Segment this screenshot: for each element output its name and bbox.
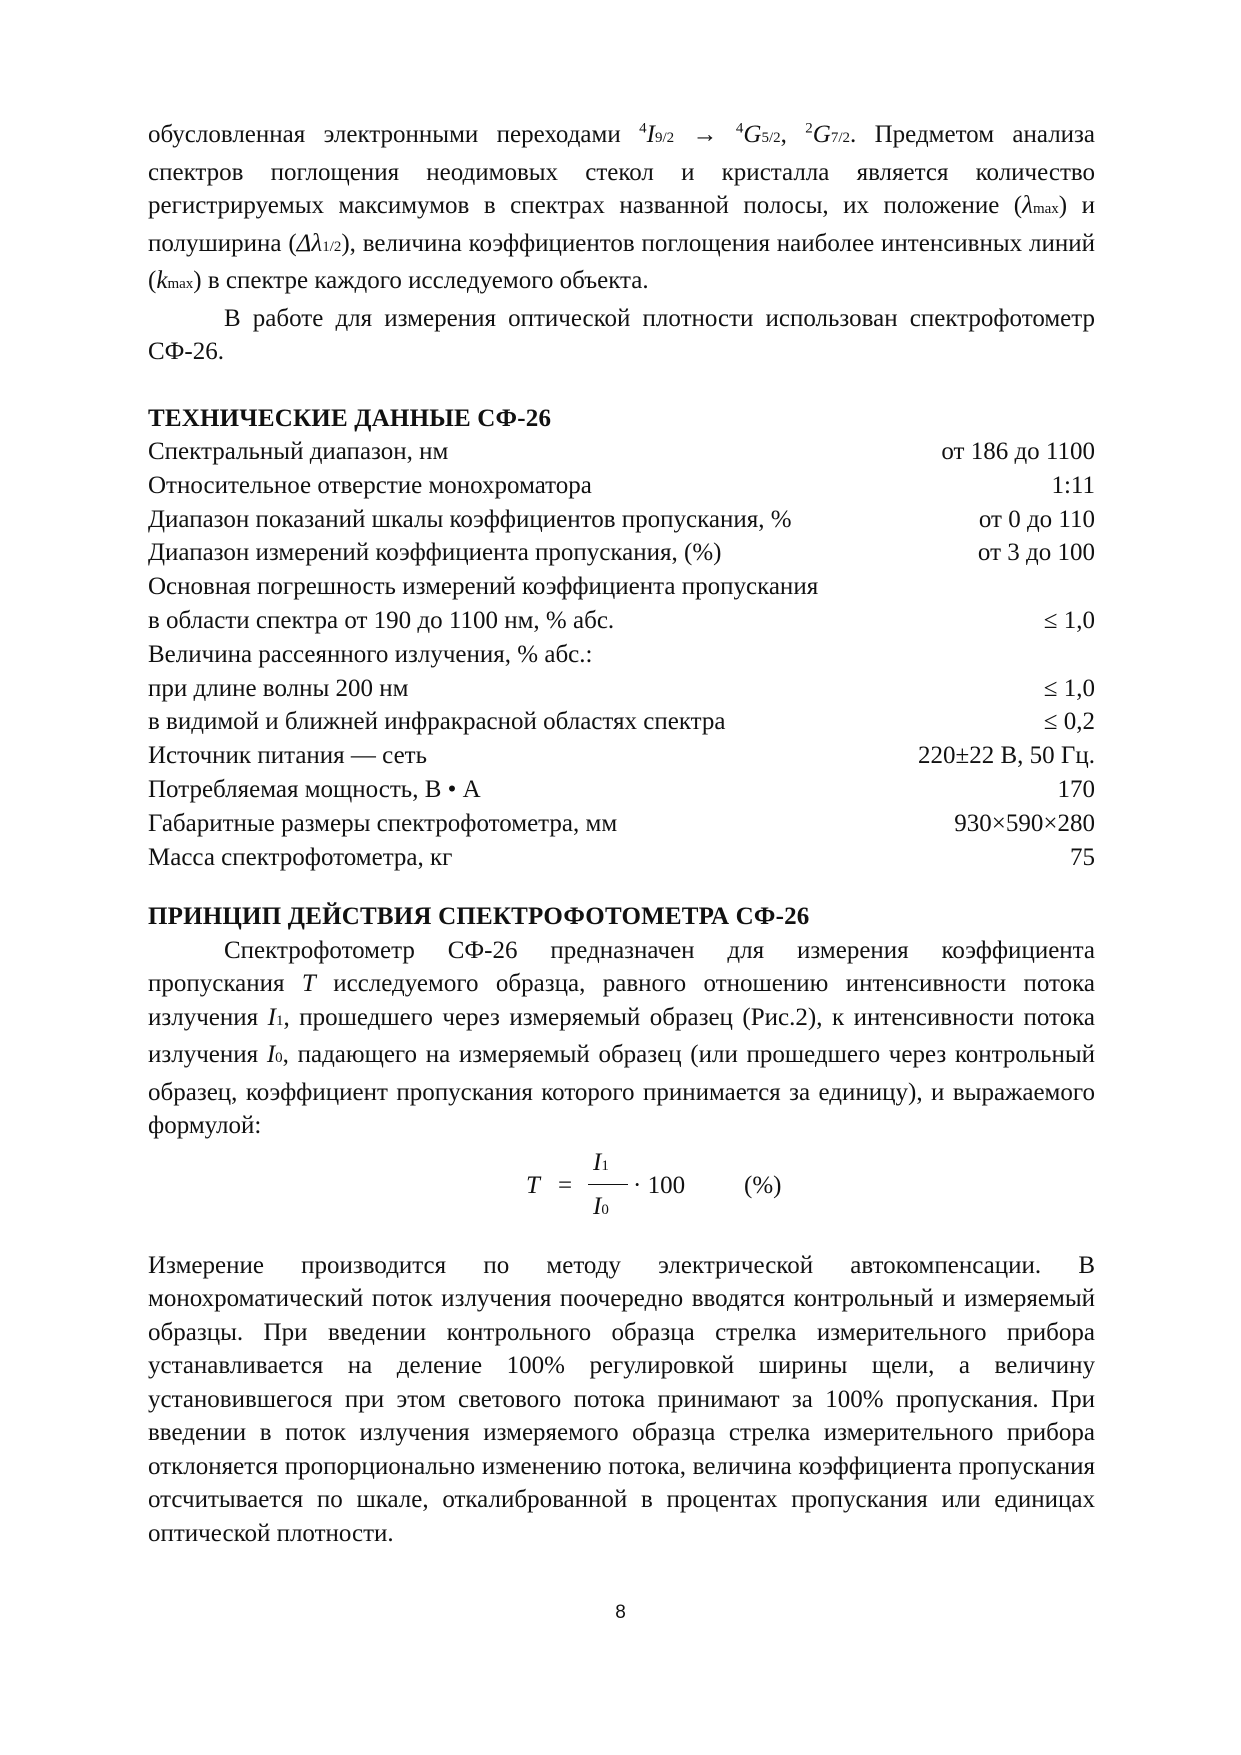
math-symbol: I xyxy=(266,1041,276,1069)
text-run: Спектрофотометр СФ-26 предназначен для измерения коэффициента пропускания xyxy=(148,936,1095,998)
subscript: max xyxy=(1032,201,1059,217)
subscript: 0 xyxy=(275,1050,283,1067)
tech-data-value: 170 xyxy=(1057,775,1095,803)
tech-data-table xyxy=(148,435,1095,874)
subscript: max xyxy=(167,276,194,292)
tech-data-value: от 186 до 1100 xyxy=(941,438,1095,465)
tech-data-row xyxy=(148,841,1095,875)
tech-data-label: Диапазон показаний шкалы коэффициентов пропускания, % xyxy=(148,505,792,533)
tech-data-row xyxy=(148,435,1095,469)
text-run: обусловленная электронными переходами xyxy=(148,121,640,148)
formula-lhs: T xyxy=(526,1171,540,1199)
math-symbol: I xyxy=(267,1003,276,1031)
math-symbol: I xyxy=(593,1148,602,1176)
tech-data-value: ≤ 0,2 xyxy=(1043,708,1095,736)
tech-data-row xyxy=(148,570,1095,604)
fraction-bar xyxy=(588,1184,628,1185)
math-symbol: λ xyxy=(1022,192,1033,219)
tech-data-label: Величина рассеянного излучения, % абс.: xyxy=(148,640,593,668)
document-page xyxy=(148,118,1095,1550)
tech-data-label: Основная погрешность измерений коэффициента пропускания xyxy=(148,573,819,601)
tech-data-label: Относительное отверстие монохроматора xyxy=(148,471,592,499)
tech-data-label: при длине волны 200 нм xyxy=(148,674,409,702)
tech-data-value: от 0 до 110 xyxy=(978,505,1095,533)
math-symbol: G xyxy=(743,121,762,148)
spacer xyxy=(148,369,1095,402)
tech-data-row xyxy=(148,638,1095,672)
tech-data-row xyxy=(148,739,1095,773)
tech-data-value: 220±22 В, 50 Гц. xyxy=(918,742,1095,770)
text-run: ) в спектре каждого исследуемого объекта. xyxy=(193,267,649,294)
tech-data-value: 930×590×280 xyxy=(954,809,1095,837)
tech-data-row xyxy=(148,705,1095,739)
math-symbol: I xyxy=(646,121,655,148)
tech-data-value: 75 xyxy=(1070,843,1095,871)
tech-data-row xyxy=(148,536,1095,570)
tech-data-label: Источник питания — сеть xyxy=(148,742,427,770)
principle-paragraph-2: Измерение производится по методу электрической автокомпенсации. В монохроматический поток излучения поочередно вводятся контрольный и измеряемый образцы. При введении контрольного образца стрелка измерительного прибора устанавливается на деление 100% регулировкой ширины щели, а величину установившегося при этом светового потока принимают за 100% пропускания. При введении в поток излучения измеряемого образца стрелка измерительного прибора отклоняется пропорционально изменению потока, величина коэффициента пропускания отсчитывается по шкале, откалиброванной в процентах пропускания или единицах оптической плотности. xyxy=(148,1251,1095,1547)
principle-heading: ПРИНЦИП ДЕЙСТВИЯ СПЕКТРОФОТОМЕТРА СФ-26 xyxy=(148,903,810,931)
tech-data-label: в видимой и ближней инфракрасной областях спектра xyxy=(148,708,726,736)
math-symbol: T xyxy=(301,970,316,998)
tech-data-label: Потребляемая мощность, В • А xyxy=(148,775,481,803)
formula-multiplier: · 100 xyxy=(633,1171,686,1199)
subscript: 7/2 xyxy=(830,130,850,146)
tech-data-label: Габаритные размеры спектрофотометра, мм xyxy=(148,809,618,837)
tech-data-label: Диапазон измерений коэффициента пропускания, (%) xyxy=(148,539,722,567)
tech-data-heading: ТЕХНИЧЕСКИЕ ДАННЫЕ СФ-26 xyxy=(148,404,552,432)
math-symbol: I xyxy=(593,1192,602,1220)
tech-data-value: от 3 до 100 xyxy=(977,539,1095,567)
transmittance-formula xyxy=(148,1148,1095,1239)
intro-paragraph-1 xyxy=(148,118,1095,302)
tech-data-value: ≤ 1,0 xyxy=(1043,674,1095,702)
subscript: 9/2 xyxy=(654,130,675,146)
tech-data-label: в области спектра от 190 до 1100 нм, % абс. xyxy=(148,606,615,634)
math-symbol: Δλ xyxy=(296,229,323,257)
superscript: 2 xyxy=(805,120,813,137)
subscript: 0 xyxy=(601,1201,609,1218)
spacer xyxy=(148,874,1095,900)
tech-data-row xyxy=(148,503,1095,537)
text-run: исследуемого образца, равного отношению интенсивности потока излучения xyxy=(148,970,1095,1031)
tech-data-value: 1:11 xyxy=(1051,471,1095,499)
subscript: 1 xyxy=(601,1157,609,1174)
text-run: , xyxy=(780,121,806,148)
text-run: ) и полуширина ( xyxy=(148,192,1095,257)
subscript: 5/2 xyxy=(761,130,781,146)
text-run: , прошедшего через измеряемый образец (Рис.2), к интенсивности потока излучения xyxy=(148,1003,1095,1069)
tech-data-row xyxy=(148,672,1095,706)
tech-data-row xyxy=(148,469,1095,503)
principle-paragraph-1 xyxy=(148,934,1095,1143)
math-symbol: k xyxy=(156,267,168,294)
math-symbol: G xyxy=(812,121,831,148)
tech-data-label: Масса спектрофотометра, кг xyxy=(148,843,453,871)
text-run: , падающего на измеряемый образец (или прошедшего через контрольный образец, коэффициент пропускания которого принимается за единицу), и выражаемого формулой: xyxy=(148,1041,1096,1140)
formula-unit: (%) xyxy=(744,1171,782,1199)
formula-equals: = xyxy=(558,1171,573,1199)
tech-data-value: ≤ 1,0 xyxy=(1043,606,1095,634)
tech-data-row xyxy=(148,604,1095,638)
intro-paragraph-2: В работе для измерения оптической плотности использован спектрофотометр СФ-26. xyxy=(148,304,1095,365)
text-run: . Предметом анализа спектров поглощения неодимовых стекол и кристалла является количество регистрируемых максимумов в спектрах названной полосы, их положение ( xyxy=(148,121,1096,219)
arrow-symbol: → xyxy=(674,121,736,148)
superscript: 4 xyxy=(639,120,647,137)
tech-data-row xyxy=(148,807,1095,841)
formula-numerator xyxy=(593,1149,609,1177)
page-number: 8 xyxy=(615,1602,626,1623)
text-run: ), величина коэффициентов поглощения наиболее интенсивных линий ( xyxy=(148,229,1095,294)
subscript: 1 xyxy=(276,1012,284,1029)
subscript: 1/2 xyxy=(322,238,342,255)
tech-data-label: Спектральный диапазон, нм xyxy=(148,438,449,465)
tech-data-row xyxy=(148,773,1095,807)
formula-denominator xyxy=(593,1193,609,1221)
superscript: 4 xyxy=(735,120,744,137)
